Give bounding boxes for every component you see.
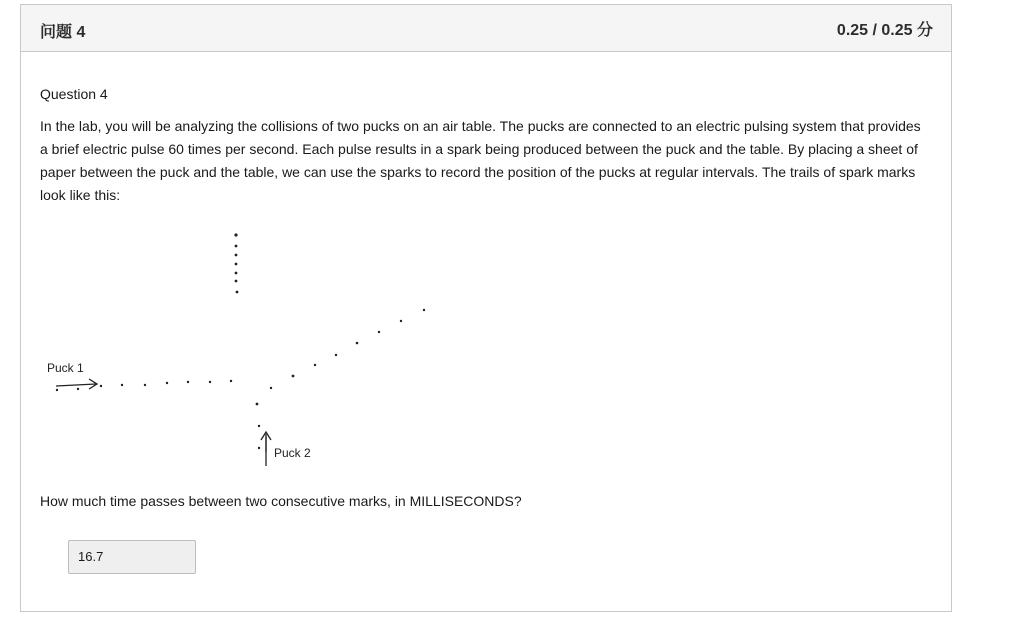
puck2-label: Puck 2 [274,446,311,460]
puck1-incoming-trail [56,380,232,391]
puck1-arrow-icon [56,379,97,389]
question-label: Question 4 [40,86,108,102]
question-card [20,4,952,612]
puck1-outgoing-trail [270,309,425,389]
puck2-outgoing-trail [234,233,238,293]
question-number-title: 问题 4 [40,24,86,41]
question-text: In the lab, you will be analyzing the collisions of two pucks on an air table. The pucks are connected to an electric pulsing system that provides a brief electric pulse 60 times per second. Each pulse results in a spark being produced between the puck and the table. By placing a sheet of paper between the puck and the table, we can use the sparks to record the position of the pucks at regular intervals. The trails of spark marks look like this: [40,118,921,203]
puck2-annotation [251,428,321,468]
question-header [21,5,951,52]
puck2-up-arrow-icon [261,432,271,466]
question-prompt: How much time passes between two consecutive marks, in MILLISECONDS? [40,493,522,509]
spark-trail-figure [40,222,460,452]
question-score: 0.25 / 0.25 分 [836,22,933,39]
spark-trail-diagram [40,222,460,452]
answer-field[interactable]: 16.7 [68,540,196,574]
puck1-label: Puck 1 [47,361,84,375]
